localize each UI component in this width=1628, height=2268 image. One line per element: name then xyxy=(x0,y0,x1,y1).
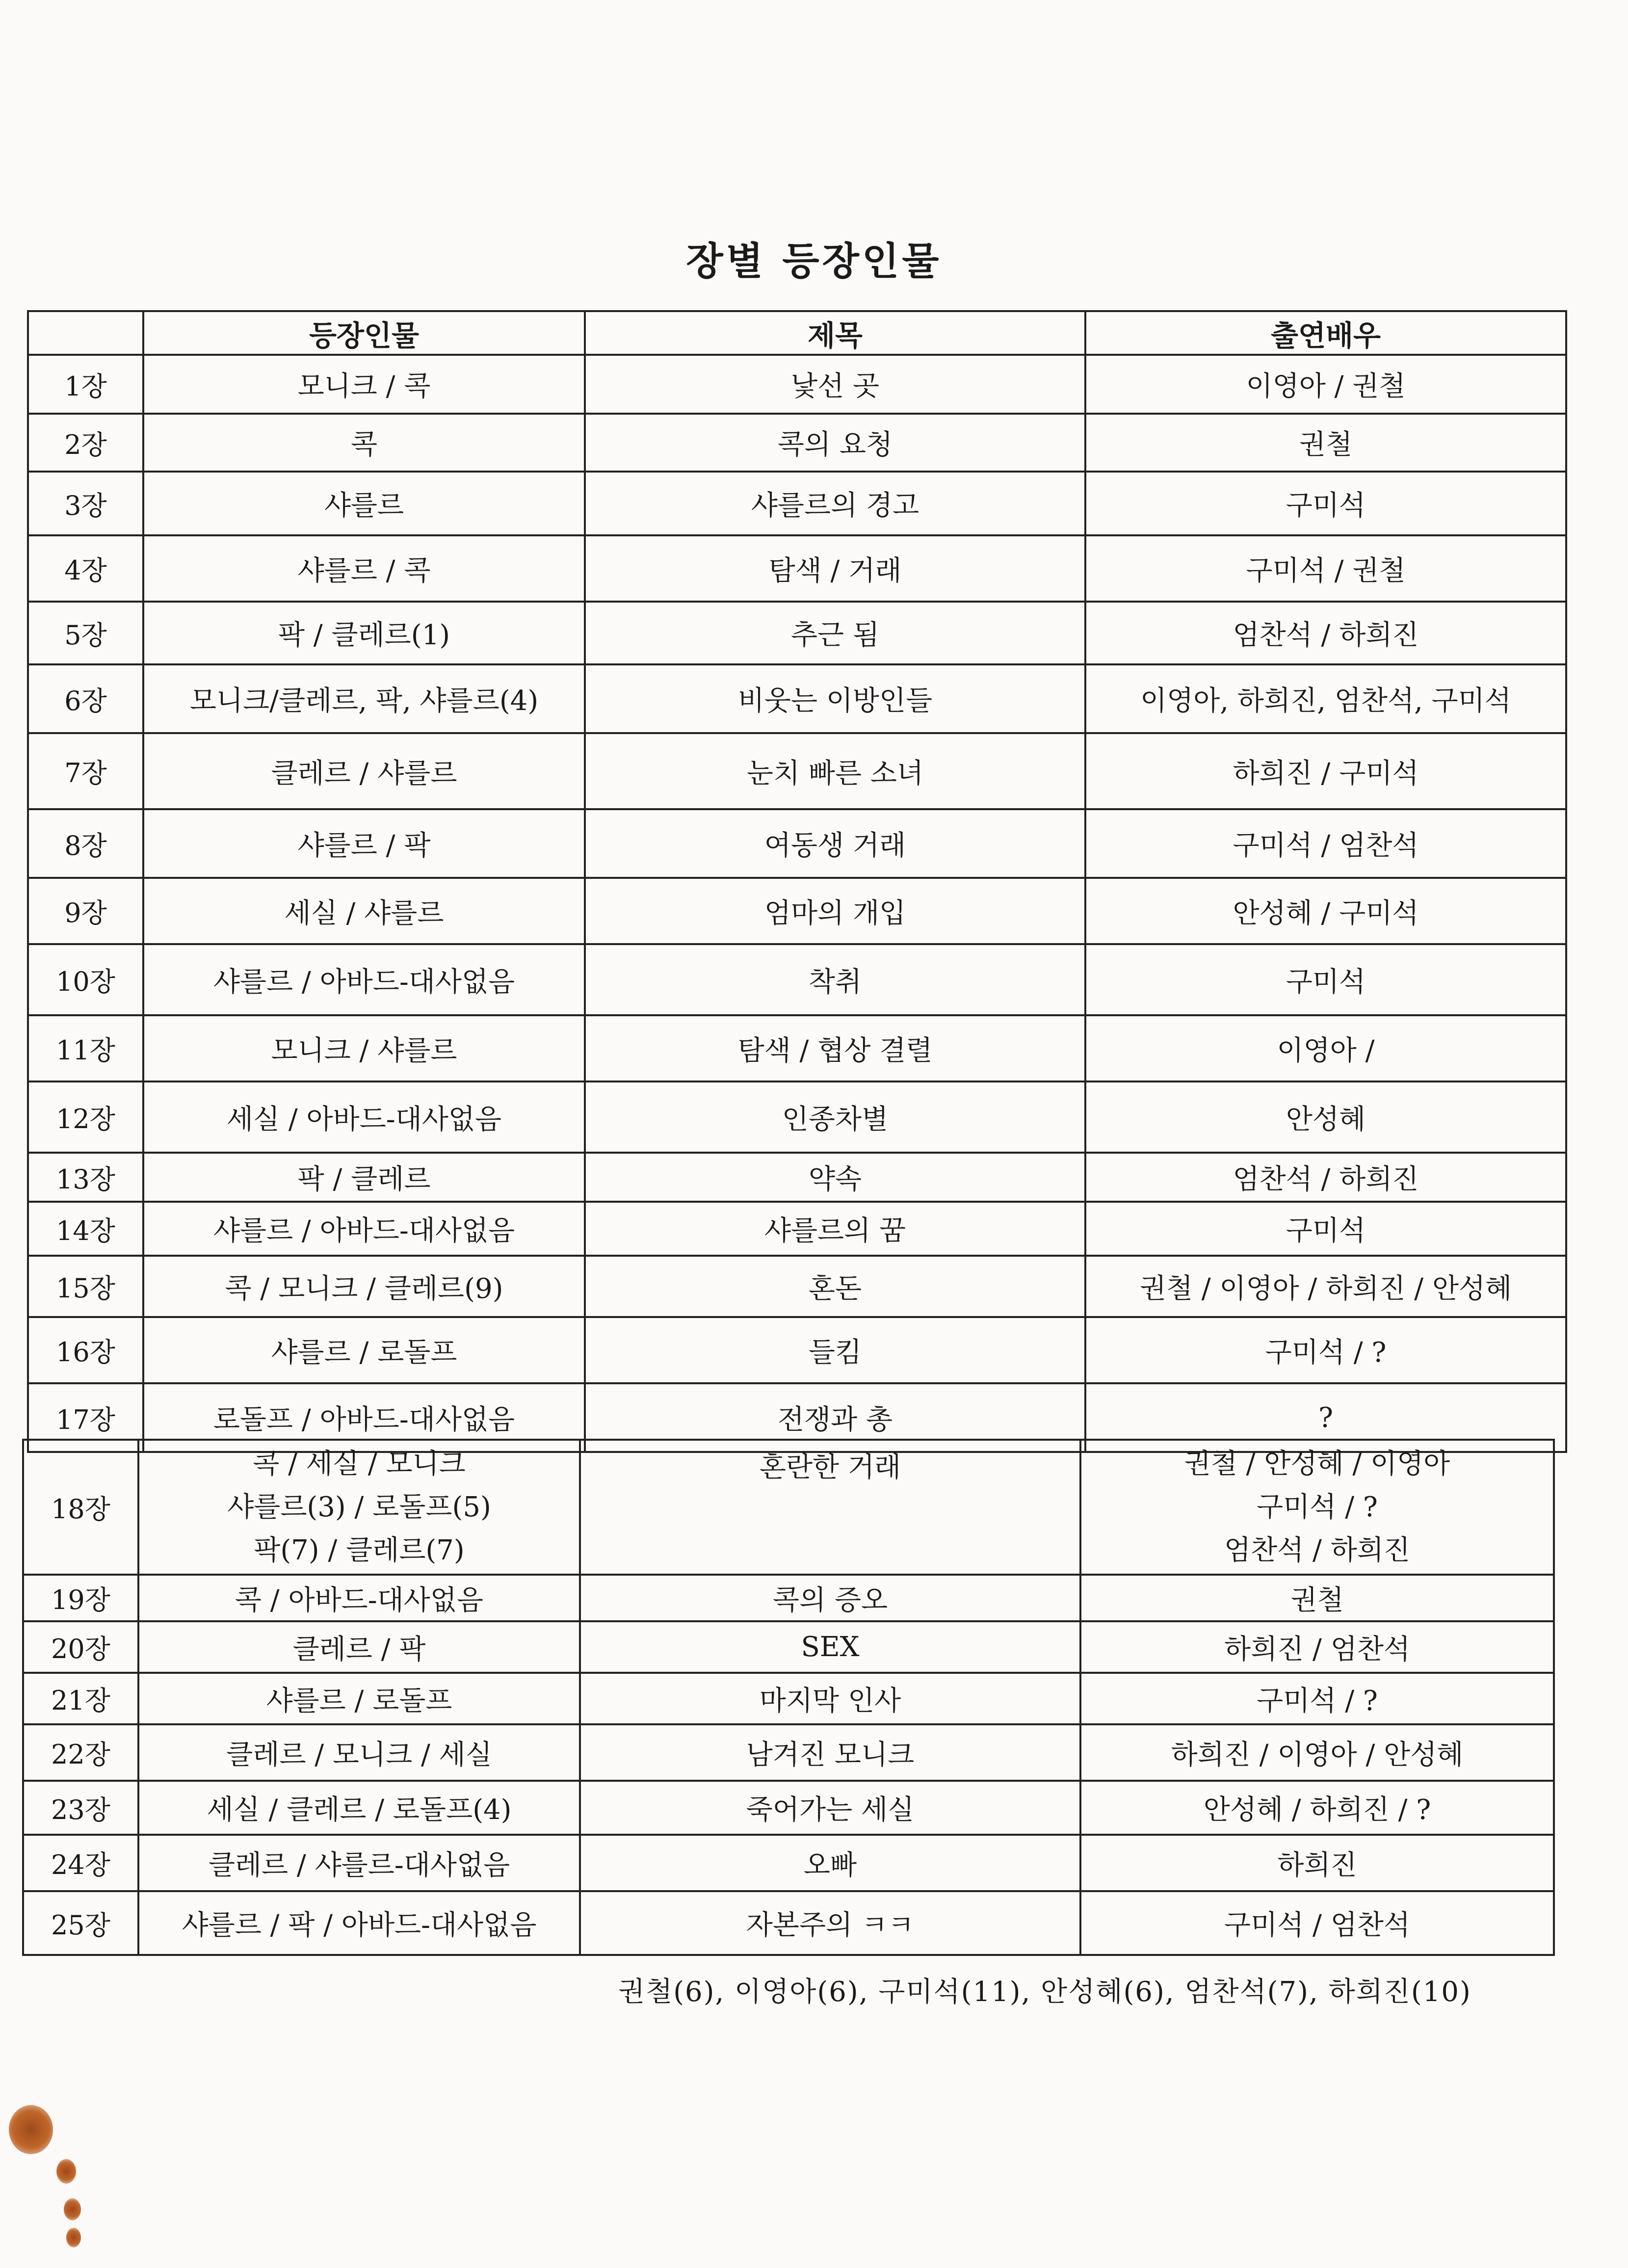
cast-cell: ? xyxy=(1085,1383,1566,1452)
characters-cell: 로돌프 / 아바드-대사없음 xyxy=(143,1383,585,1452)
title-cell: 마지막 인사 xyxy=(580,1673,1080,1724)
header-title: 제목 xyxy=(585,311,1085,355)
title-cell: 엄마의 개입 xyxy=(585,878,1085,944)
table-row xyxy=(28,1153,1566,1202)
characters-cell: 세실 / 샤를르 xyxy=(143,878,585,944)
table-row xyxy=(28,1202,1566,1256)
cast-cell: 하희진 / 이영아 / 안성혜 xyxy=(1080,1724,1554,1781)
scene-cast-table-2 xyxy=(22,1439,1555,1956)
title-cell: 콕의 증오 xyxy=(580,1575,1080,1621)
characters-cell: 모니크/클레르, 팍, 샤를르(4) xyxy=(143,664,585,733)
cast-cell: 권철 xyxy=(1085,414,1566,472)
cast-cell: 구미석 / 엄찬석 xyxy=(1085,809,1566,878)
chapter-cell: 24장 xyxy=(23,1835,138,1891)
table-row xyxy=(28,414,1566,472)
characters-cell: 클레르 / 샤를르 xyxy=(143,733,585,809)
cast-cell: 엄찬석 / 하희진 xyxy=(1085,1153,1566,1202)
chapter-cell: 5장 xyxy=(28,602,143,664)
header-row xyxy=(28,311,1566,355)
chapter-cell: 11장 xyxy=(28,1015,143,1081)
table-row xyxy=(23,1575,1554,1621)
table-row xyxy=(28,878,1566,944)
cast-line: 엄찬석 / 하희진 xyxy=(1224,1534,1411,1566)
chapter-cell: 13장 xyxy=(28,1153,143,1202)
actor-count-summary: 권철(6), 이영아(6), 구미석(11), 안성혜(6), 엄찬석(7), 하희진(10) xyxy=(618,1976,1471,2008)
cast-line: 구미석 / ? xyxy=(1257,1491,1378,1523)
title-cell: 눈치 빠른 소녀 xyxy=(585,733,1085,809)
table-row xyxy=(23,1440,1554,1575)
table-1-body xyxy=(28,355,1566,1452)
characters-cell: 샤를르 / 팍 xyxy=(143,809,585,878)
table-row xyxy=(28,602,1566,664)
title-cell: 자본주의 ㅋㅋ xyxy=(580,1891,1080,1955)
table-row xyxy=(28,1015,1566,1081)
title-cell: 인종차별 xyxy=(585,1081,1085,1153)
chapter-cell: 22장 xyxy=(23,1724,138,1781)
title-cell: 콕의 요청 xyxy=(585,414,1085,472)
header-cast: 출연배우 xyxy=(1085,311,1566,355)
table-row xyxy=(23,1621,1554,1673)
cast-cell: 이영아 / 권철 xyxy=(1085,355,1566,414)
cast-cell: 하희진 xyxy=(1080,1835,1554,1891)
characters-line: 콕 / 세실 / 모니크 xyxy=(253,1448,466,1480)
table-row xyxy=(28,472,1566,535)
cast-cell: 구미석 / ? xyxy=(1085,1317,1566,1383)
table-row xyxy=(28,355,1566,414)
cast-cell xyxy=(1080,1440,1554,1575)
characters-cell: 클레르 / 모니크 / 세실 xyxy=(138,1724,580,1781)
title-cell: 착취 xyxy=(585,944,1085,1015)
chapter-cell: 25장 xyxy=(23,1891,138,1955)
table-row xyxy=(28,1256,1566,1317)
title-cell: 낯선 곳 xyxy=(585,355,1085,414)
characters-cell: 샤를르 xyxy=(143,472,585,535)
characters-cell: 샤를르 / 콕 xyxy=(143,535,585,602)
cast-cell: 구미석 / 엄찬석 xyxy=(1080,1891,1554,1955)
characters-cell: 클레르 / 샤를르-대사없음 xyxy=(138,1835,580,1891)
table-row xyxy=(28,664,1566,733)
characters-cell: 세실 / 아바드-대사없음 xyxy=(143,1081,585,1153)
scene-cast-table-1 xyxy=(27,310,1567,1453)
cast-cell: 구미석 / ? xyxy=(1080,1673,1554,1724)
cast-cell: 구미석 xyxy=(1085,472,1566,535)
header-characters: 등장인물 xyxy=(143,311,585,355)
title-cell: 전쟁과 총 xyxy=(585,1383,1085,1452)
chapter-cell: 23장 xyxy=(23,1781,138,1835)
cast-line: 권철 / 안성혜 / 이영아 xyxy=(1184,1448,1450,1480)
title-cell: 혼돈 xyxy=(585,1256,1085,1317)
cast-cell: 안성혜 / 구미석 xyxy=(1085,878,1566,944)
characters-cell: 팍 / 클레르 xyxy=(143,1153,585,1202)
characters-cell: 모니크 / 샤를르 xyxy=(143,1015,585,1081)
cast-cell: 안성혜 / 하희진 / ? xyxy=(1080,1781,1554,1835)
chapter-cell: 14장 xyxy=(28,1202,143,1256)
title-cell: 탐색 / 거래 xyxy=(585,535,1085,602)
chapter-cell: 15장 xyxy=(28,1256,143,1317)
characters-cell: 샤를르 / 로돌프 xyxy=(138,1673,580,1724)
table-row xyxy=(28,535,1566,602)
cast-cell: 하희진 / 엄찬석 xyxy=(1080,1621,1554,1673)
chapter-cell: 20장 xyxy=(23,1621,138,1673)
cast-cell: 권철 / 이영아 / 하희진 / 안성혜 xyxy=(1085,1256,1566,1317)
title-cell: 샤를르의 꿈 xyxy=(585,1202,1085,1256)
title-cell: 오빠 xyxy=(580,1835,1080,1891)
title-cell: 비웃는 이방인들 xyxy=(585,664,1085,733)
title-cell: 여동생 거래 xyxy=(585,809,1085,878)
chapter-cell: 10장 xyxy=(28,944,143,1015)
cast-cell: 구미석 xyxy=(1085,1202,1566,1256)
page-title: 장별 등장인물 xyxy=(686,239,942,284)
chapter-cell: 6장 xyxy=(28,664,143,733)
title-cell: 혼란한 거래 xyxy=(580,1440,1080,1575)
coffee-stain xyxy=(56,2159,76,2184)
characters-cell: 클레르 / 팍 xyxy=(138,1621,580,1673)
chapter-cell: 17장 xyxy=(28,1383,143,1452)
characters-cell xyxy=(138,1440,580,1575)
title-cell: 탐색 / 협상 결렬 xyxy=(585,1015,1085,1081)
table-row xyxy=(28,809,1566,878)
cast-cell: 이영아, 하희진, 엄찬석, 구미석 xyxy=(1085,664,1566,733)
chapter-cell: 7장 xyxy=(28,733,143,809)
cast-cell: 구미석 / 권철 xyxy=(1085,535,1566,602)
table-row xyxy=(28,1317,1566,1383)
table-row xyxy=(28,1081,1566,1153)
chapter-cell: 1장 xyxy=(28,355,143,414)
title-cell: 죽어가는 세실 xyxy=(580,1781,1080,1835)
coffee-stain xyxy=(9,2105,53,2154)
title-cell: 들킴 xyxy=(585,1317,1085,1383)
chapter-cell: 3장 xyxy=(28,472,143,535)
table-row xyxy=(23,1781,1554,1835)
table-2-body xyxy=(23,1440,1554,1955)
cast-cell: 안성혜 xyxy=(1085,1081,1566,1153)
characters-cell: 샤를르 / 아바드-대사없음 xyxy=(143,1202,585,1256)
cast-cell: 하희진 / 구미석 xyxy=(1085,733,1566,809)
chapter-cell: 2장 xyxy=(28,414,143,472)
title-cell: 샤를르의 경고 xyxy=(585,472,1085,535)
cast-cell: 이영아 / xyxy=(1085,1015,1566,1081)
characters-cell: 콕 xyxy=(143,414,585,472)
characters-cell: 샤를르 / 아바드-대사없음 xyxy=(143,944,585,1015)
chapter-cell: 19장 xyxy=(23,1575,138,1621)
table-row xyxy=(23,1835,1554,1891)
title-cell: 약속 xyxy=(585,1153,1085,1202)
header-chapter xyxy=(28,311,143,355)
characters-cell: 팍 / 클레르(1) xyxy=(143,602,585,664)
coffee-stain xyxy=(66,2228,81,2247)
title-cell: 남겨진 모니크 xyxy=(580,1724,1080,1781)
characters-cell: 콕 / 모니크 / 클레르(9) xyxy=(143,1256,585,1317)
table-row xyxy=(23,1724,1554,1781)
title-cell: 추근 됨 xyxy=(585,602,1085,664)
chapter-cell: 21장 xyxy=(23,1673,138,1724)
coffee-stain xyxy=(64,2198,81,2220)
cast-cell: 구미석 xyxy=(1085,944,1566,1015)
table-row xyxy=(28,733,1566,809)
characters-cell: 콕 / 아바드-대사없음 xyxy=(138,1575,580,1621)
chapter-cell: 16장 xyxy=(28,1317,143,1383)
chapter-cell: 9장 xyxy=(28,878,143,944)
table-row xyxy=(23,1673,1554,1724)
chapter-cell: 18장 xyxy=(23,1440,138,1575)
chapter-cell: 8장 xyxy=(28,809,143,878)
characters-cell: 샤를르 / 로돌프 xyxy=(143,1317,585,1383)
cast-cell: 엄찬석 / 하희진 xyxy=(1085,602,1566,664)
chapter-cell: 4장 xyxy=(28,535,143,602)
table-row xyxy=(28,944,1566,1015)
characters-cell: 세실 / 클레르 / 로돌프(4) xyxy=(138,1781,580,1835)
characters-cell: 샤를르 / 팍 / 아바드-대사없음 xyxy=(138,1891,580,1955)
characters-line: 샤를르(3) / 로돌프(5) xyxy=(227,1491,491,1523)
characters-line: 팍(7) / 클레르(7) xyxy=(254,1534,465,1566)
table-row xyxy=(23,1891,1554,1955)
cast-cell: 권철 xyxy=(1080,1575,1554,1621)
characters-cell: 모니크 / 콕 xyxy=(143,355,585,414)
title-cell: SEX xyxy=(580,1621,1080,1673)
chapter-cell: 12장 xyxy=(28,1081,143,1153)
